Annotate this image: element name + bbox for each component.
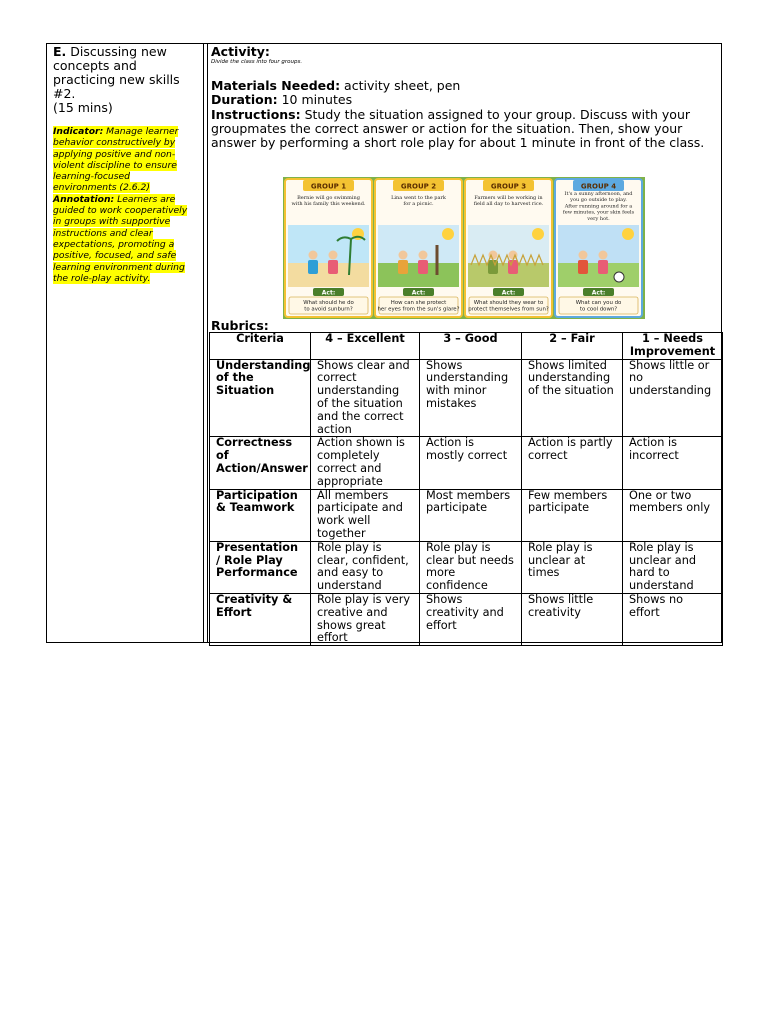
sun-icon <box>622 228 634 240</box>
card-question-line: to cool down? <box>579 306 618 313</box>
rubric-cell: Role play is unclear at times <box>522 541 623 593</box>
rubric-header-good: 3 – Good <box>420 333 522 360</box>
rubric-cell: Most members participate <box>420 489 522 541</box>
rubric-row <box>210 541 723 593</box>
rubric-criterion: Participation & Teamwork <box>210 489 311 541</box>
indicator-note <box>53 126 195 284</box>
act-label: Act: <box>411 289 426 297</box>
card-situation-line: Bernie will go swimming <box>297 195 360 201</box>
card-situation-line: field all day to harvest rice. <box>473 201 544 208</box>
person-head <box>399 251 408 260</box>
card-title: GROUP 2 <box>400 182 437 191</box>
card-question-line: What should they wear to <box>473 300 544 306</box>
person-head <box>579 251 588 260</box>
card-situation-line: It's a sunny afternoon, and <box>564 191 633 197</box>
rubric-row <box>210 489 723 541</box>
card-situation-line: with his family this weekend. <box>291 201 366 208</box>
person-body <box>578 260 588 274</box>
person-body <box>398 260 408 274</box>
rubric-cell: Shows little or no understanding <box>623 359 723 437</box>
person-head <box>599 251 608 260</box>
person-body <box>308 260 318 274</box>
indicator-text: Manage learner behavior constructively by applying positive and non-violent discipline to ensure learning-focused environments (2.6.2) <box>53 126 179 194</box>
rubric-cell: Action is mostly correct <box>420 437 522 489</box>
indicator-label: Indicator: <box>53 126 104 137</box>
rubric-cell: Few members participate <box>522 489 623 541</box>
group-card-4 <box>555 179 642 317</box>
card-title: GROUP 3 <box>490 182 527 191</box>
person-body <box>418 260 428 274</box>
card-title: GROUP 1 <box>310 182 347 191</box>
sun-icon <box>532 228 544 240</box>
annotation-text: Learners are guided to work cooperatively in groups with supportive instructions and clear expectations, promoting a positive, focused, and safe learning environment during the role-play activity. <box>53 193 188 284</box>
card-title: GROUP 4 <box>580 182 617 191</box>
rubric-row <box>210 359 723 437</box>
card-situation-line: Farmers will be working in <box>474 195 543 201</box>
rubric-row <box>210 437 723 489</box>
ball-icon <box>614 272 624 282</box>
sun-icon <box>442 228 454 240</box>
rubric-cell: Role play is clear, confident, and easy to understand <box>311 541 420 593</box>
group-card-1 <box>285 179 372 317</box>
rubrics-label: Rubrics: <box>211 318 269 333</box>
materials-label: Materials Needed: <box>211 78 341 93</box>
card-question-line: protect themselves from sun? <box>468 306 549 313</box>
card-question-line: her eyes from the sun's glare? <box>377 306 460 313</box>
rubric-cell: Shows clear and correct understanding of the situation and the correct action <box>311 359 420 437</box>
rubric-cell: Shows creativity and effort <box>420 593 522 645</box>
annotation-label: Annotation: <box>53 193 115 205</box>
person-body <box>598 260 608 274</box>
duration-value: 10 minutes <box>277 92 353 108</box>
rubric-table <box>209 332 723 646</box>
rubric-criterion: Understanding of the Situation <box>210 359 311 437</box>
rubric-row <box>210 593 723 645</box>
rubric-cell: All members participate and work well together <box>311 489 420 541</box>
rubric-cell: Shows limited understanding of the situation <box>522 359 623 437</box>
rubric-cell: Shows understanding with minor mistakes <box>420 359 522 437</box>
person-head <box>419 251 428 260</box>
group-card-3 <box>465 179 552 317</box>
card-situation-line: you go outside to play. <box>570 197 627 204</box>
rubric-header-excellent: 4 – Excellent <box>311 333 420 360</box>
rubric-header-criteria: Criteria <box>210 333 311 360</box>
section-title: Discussing new concepts and practicing new skills #2. <box>53 44 180 101</box>
rubric-cell: Action shown is completely correct and appropriate <box>311 437 420 489</box>
rubric-cell: Role play is clear but needs more confidence <box>420 541 522 593</box>
card-situation-line: Lina went to the park <box>391 195 446 201</box>
section-letter: E. <box>53 44 67 59</box>
card-situation-line: for a picnic. <box>403 201 434 208</box>
act-label: Act: <box>501 289 516 297</box>
person-head <box>329 251 338 260</box>
lesson-plan-table <box>46 43 722 643</box>
rubric-header-needs-improvement: 1 – Needs Improvement <box>623 333 723 360</box>
instructions-label: Instructions: <box>211 106 301 122</box>
activity-details <box>211 79 716 150</box>
rubric-cell: Action is partly correct <box>522 437 623 489</box>
rubric-header-row <box>210 333 723 360</box>
instructions-value: Study the situation assigned to your group. Discuss with your groupmates the correct answer or action for the situation. Then, show your answer by performing a short role play for about 1 minute in front of the class. <box>211 106 705 151</box>
card-question-line: What can you do <box>575 300 622 306</box>
card-situation-line: After running around for a <box>564 203 633 210</box>
section-heading <box>53 45 193 115</box>
rubric-cell: Shows no effort <box>623 593 723 645</box>
card-question-line: How can she protect <box>390 300 447 306</box>
card-question-line: to avoid sunburn? <box>304 306 353 313</box>
duration-label: Duration: <box>211 92 278 108</box>
act-label: Act: <box>591 289 606 297</box>
rubric-criterion: Correctness of Action/Answer <box>210 437 311 489</box>
right-column <box>207 44 721 645</box>
rubric-cell: Role play is very creative and shows great effort <box>311 593 420 645</box>
left-column <box>47 44 204 642</box>
card-situation-line: few minutes, your skin feels <box>562 209 635 216</box>
activity-label: Activity: <box>211 44 270 59</box>
rubric-header-fair: 2 – Fair <box>522 333 623 360</box>
rubric-criterion: Presentation / Role Play Performance <box>210 541 311 593</box>
act-label: Act: <box>321 289 336 297</box>
card-question-line: What should he do <box>303 300 354 306</box>
person-head <box>309 251 318 260</box>
materials-value: activity sheet, pen <box>340 78 461 93</box>
rubric-cell: Role play is unclear and hard to understand <box>623 541 723 593</box>
rubric-criterion: Creativity & Effort <box>210 593 311 645</box>
rubric-cell: Shows little creativity <box>522 593 623 645</box>
rubric-cell: Action is incorrect <box>623 437 723 489</box>
activity-subtitle: Divide the class into four groups. <box>211 59 303 65</box>
section-duration: (15 mins) <box>53 100 113 115</box>
rubric-cell: One or two members only <box>623 489 723 541</box>
group-situation-cards <box>283 177 645 319</box>
person-body <box>328 260 338 274</box>
card-situation-line: very hot. <box>587 215 610 222</box>
group-card-2 <box>375 179 462 317</box>
